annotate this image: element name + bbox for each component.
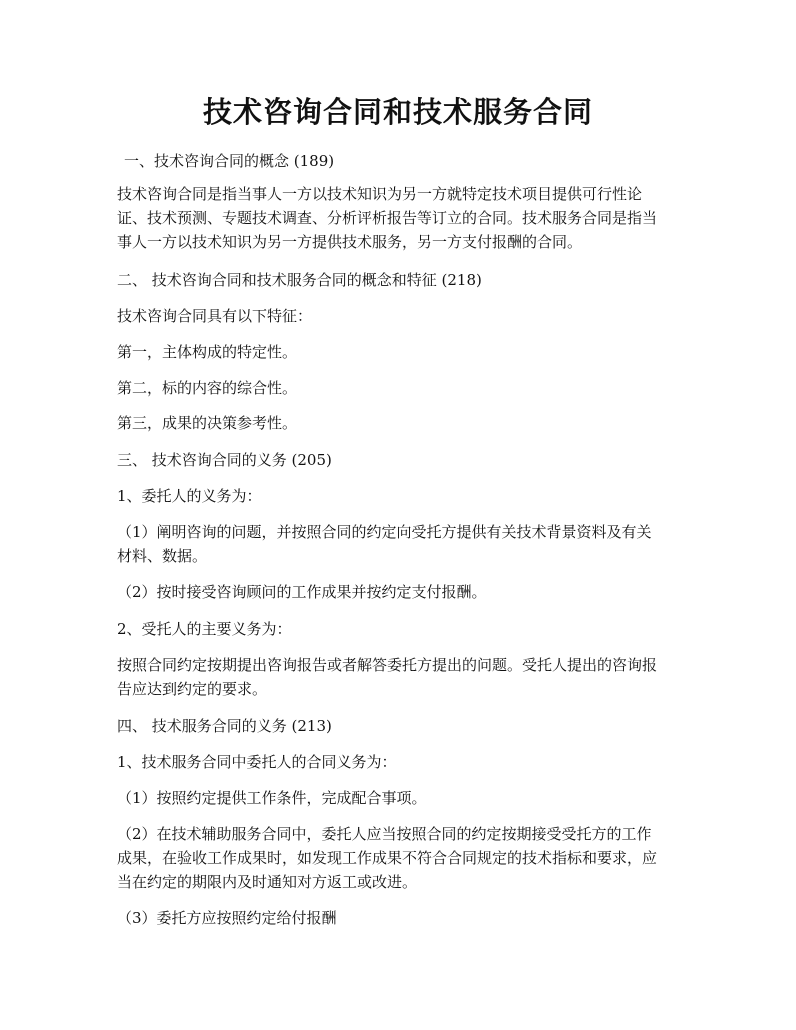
list-item: （2）在技术辅助服务合同中，委托人应当按照合同的约定按期接受受托方的工作 bbox=[117, 825, 652, 843]
list-item: 第一，主体构成的特定性。 bbox=[117, 343, 298, 361]
paragraph-line: 技术咨询合同是指当事人一方以技术知识为另一方就特定技术项目提供可行性论 bbox=[117, 185, 643, 203]
paragraph-line: 按照合同约定按期提出咨询报告或者解答委托方提出的问题。受托人提出的咨询报 bbox=[117, 656, 658, 674]
list-item: 当在约定的期限内及时通知对方返工或改进。 bbox=[117, 873, 418, 891]
list-item: （2）按时接受咨询顾问的工作成果并按约定支付报酬。 bbox=[117, 583, 487, 601]
section-heading: 一、技术咨询合同的概念 (189) bbox=[124, 152, 335, 170]
list-item: （1）按照约定提供工作条件，完成配合事项。 bbox=[117, 789, 427, 807]
section-heading: 四、 技术服务合同的义务 (213) bbox=[117, 717, 332, 735]
subsection-heading: 1、技术服务合同中委托人的合同义务为： bbox=[117, 753, 397, 771]
paragraph-line: 事人一方以技术知识为另一方提供技术服务，另一方支付报酬的合同。 bbox=[117, 233, 583, 251]
list-item: 第三，成果的决策参考性。 bbox=[117, 414, 298, 432]
paragraph-line: 证、技术预测、专题技术调查、分析评析报告等订立的合同。技术服务合同是指当 bbox=[117, 209, 658, 227]
section-heading: 二、 技术咨询合同和技术服务合同的概念和特征 (218) bbox=[117, 271, 482, 289]
subsection-heading: 2、受托人的主要义务为： bbox=[117, 620, 292, 638]
section-heading: 三、 技术咨询合同的义务 (205) bbox=[117, 451, 332, 469]
paragraph-line: 告应达到约定的要求。 bbox=[117, 680, 268, 698]
subsection-heading: 1、委托人的义务为： bbox=[117, 487, 262, 505]
paragraph-line: 技术咨询合同具有以下特征： bbox=[117, 307, 313, 325]
list-item: 第二，标的内容的综合性。 bbox=[117, 379, 298, 397]
list-item: 成果，在验收工作成果时，如发现工作成果不符合合同规定的技术指标和要求，应 bbox=[117, 849, 658, 867]
list-item: （1）阐明咨询的问题，并按照合同的约定向受托方提供有关技术背景资料及有关 bbox=[117, 523, 652, 541]
list-item: 材料、数据。 bbox=[117, 547, 208, 565]
list-item: （3）委托方应按照约定给付报酬 bbox=[117, 909, 337, 927]
document-title: 技术咨询合同和技术服务合同 bbox=[202, 95, 593, 129]
